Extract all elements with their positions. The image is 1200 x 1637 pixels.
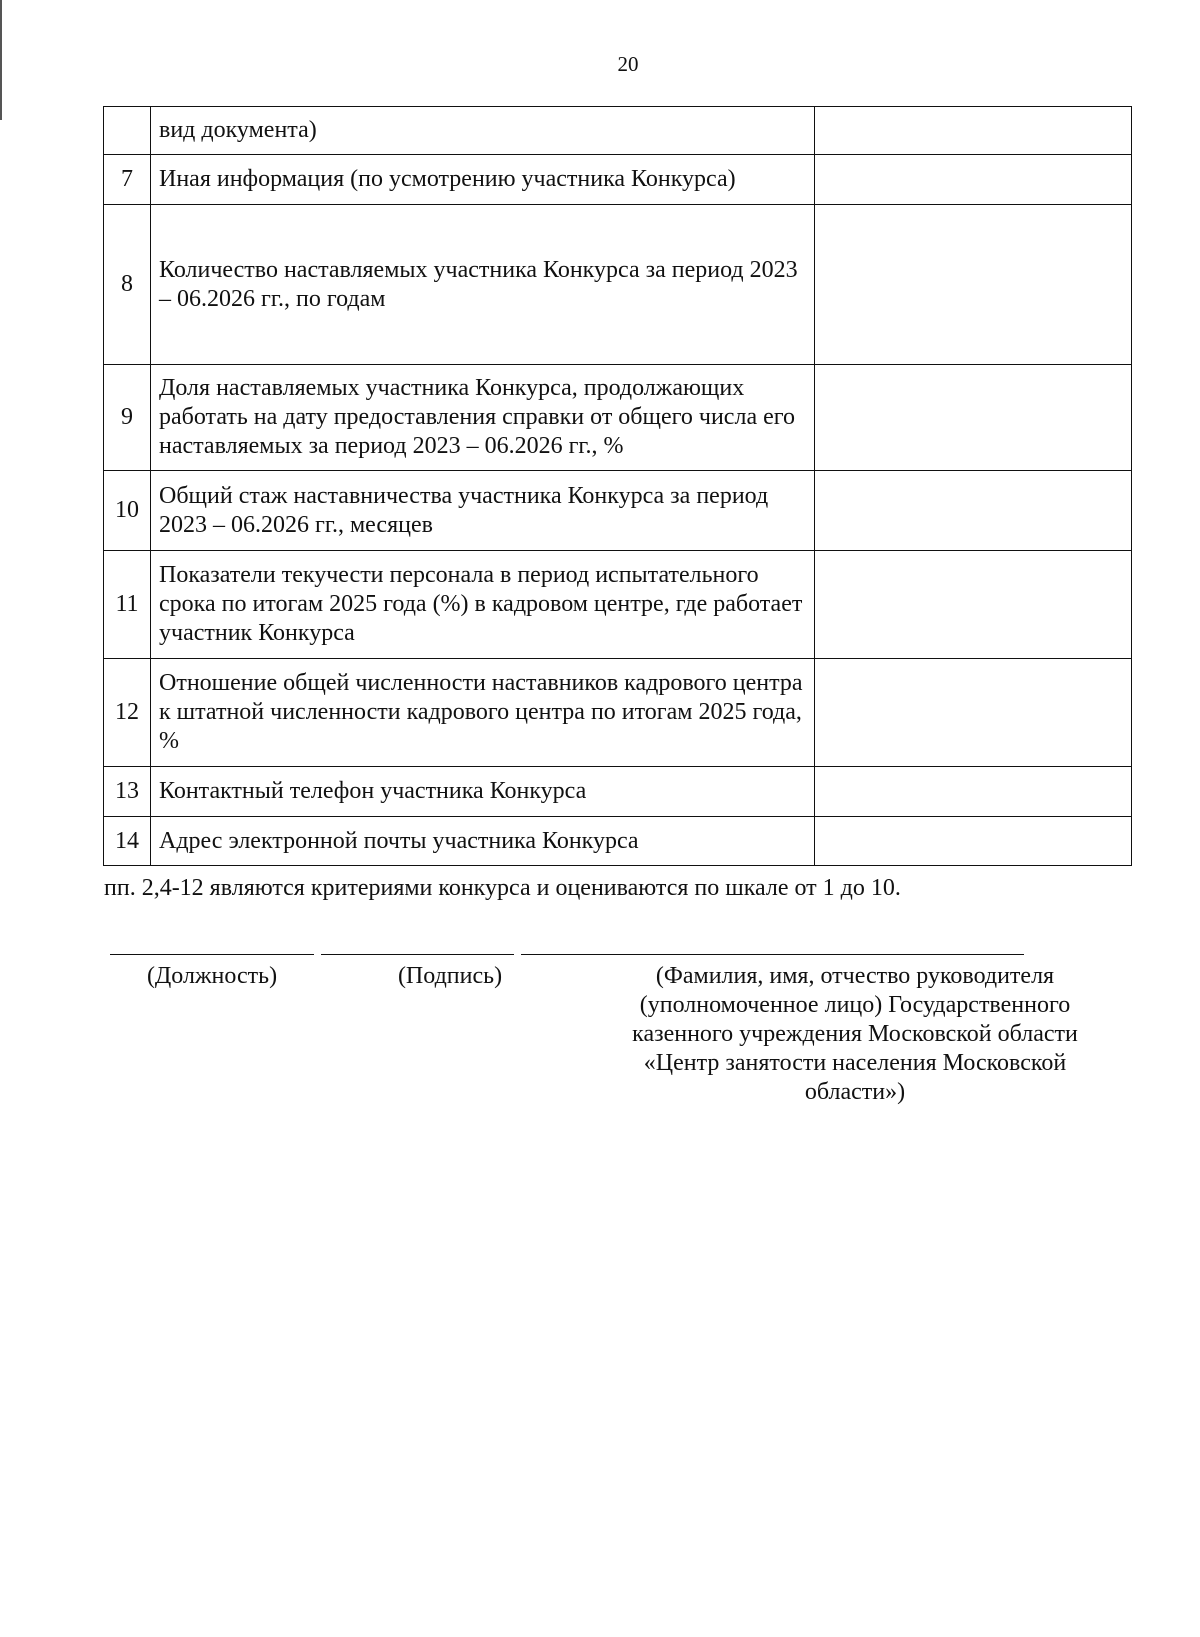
signature-line[interactable] — [321, 954, 514, 955]
row-value-cell[interactable] — [815, 365, 1132, 471]
table-row — [104, 659, 1132, 767]
row-label: Отношение общей численности наставников кадрового центра к штатной численности кадрового центра по итогам 2025 года, % — [151, 659, 815, 767]
page-number: 20 — [617, 52, 639, 76]
table-row — [104, 471, 1132, 551]
row-number: 7 — [104, 155, 151, 205]
name-signature-line[interactable] — [521, 954, 1024, 955]
row-label: Иная информация (по усмотрению участника Конкурса) — [151, 155, 815, 205]
table-row — [104, 817, 1132, 866]
signature-caption: (Подпись) — [397, 963, 503, 989]
row-label: Количество наставляемых участника Конкурса за период 2023 – 06.2026 гг., по годам — [151, 205, 815, 365]
row-value-cell[interactable] — [815, 817, 1132, 866]
row-label: вид документа) — [151, 107, 815, 155]
position-caption: (Должность) — [146, 963, 278, 989]
row-label: Показатели текучести персонала в период испытательного срока по итогам 2025 года (%) в кадровом центре, где работает участник Конкурса — [151, 551, 815, 659]
row-number: 13 — [104, 767, 151, 817]
row-number: 12 — [104, 659, 151, 767]
row-label: Общий стаж наставничества участника Конкурса за период 2023 – 06.2026 гг., месяцев — [151, 471, 815, 551]
table-row — [104, 365, 1132, 471]
row-value-cell[interactable] — [815, 659, 1132, 767]
row-number — [104, 107, 151, 155]
position-signature-line[interactable] — [110, 954, 314, 955]
row-number: 11 — [104, 551, 151, 659]
row-value-cell[interactable] — [815, 205, 1132, 365]
row-number: 8 — [104, 205, 151, 365]
row-value-cell[interactable] — [815, 551, 1132, 659]
row-label: Доля наставляемых участника Конкурса, продолжающих работать на дату предоставления справки от общего числа его наставляемых за период 2023 – 06.2026 гг., % — [151, 365, 815, 471]
row-label: Адрес электронной почты участника Конкурса — [151, 817, 815, 866]
row-number: 9 — [104, 365, 151, 471]
table-row — [104, 767, 1132, 817]
table-row — [104, 107, 1132, 155]
row-value-cell[interactable] — [815, 471, 1132, 551]
row-label: Контактный телефон участника Конкурса — [151, 767, 815, 817]
participant-info-table — [103, 106, 1132, 866]
row-value-cell[interactable] — [815, 155, 1132, 205]
name-caption: (Фамилия, имя, отчество руководителя (уполномоченное лицо) Государственного казенного учреждения Московской области «Центр занятости населения Московской области») — [632, 963, 1078, 1105]
row-number: 10 — [104, 471, 151, 551]
table-row — [104, 155, 1132, 205]
row-value-cell[interactable] — [815, 767, 1132, 817]
table-row — [104, 551, 1132, 659]
row-number: 14 — [104, 817, 151, 866]
table-row — [104, 205, 1132, 365]
criteria-note: пп. 2,4-12 являются критериями конкурса и оцениваются по шкале от 1 до 10. — [104, 875, 901, 901]
row-value-cell[interactable] — [815, 107, 1132, 155]
